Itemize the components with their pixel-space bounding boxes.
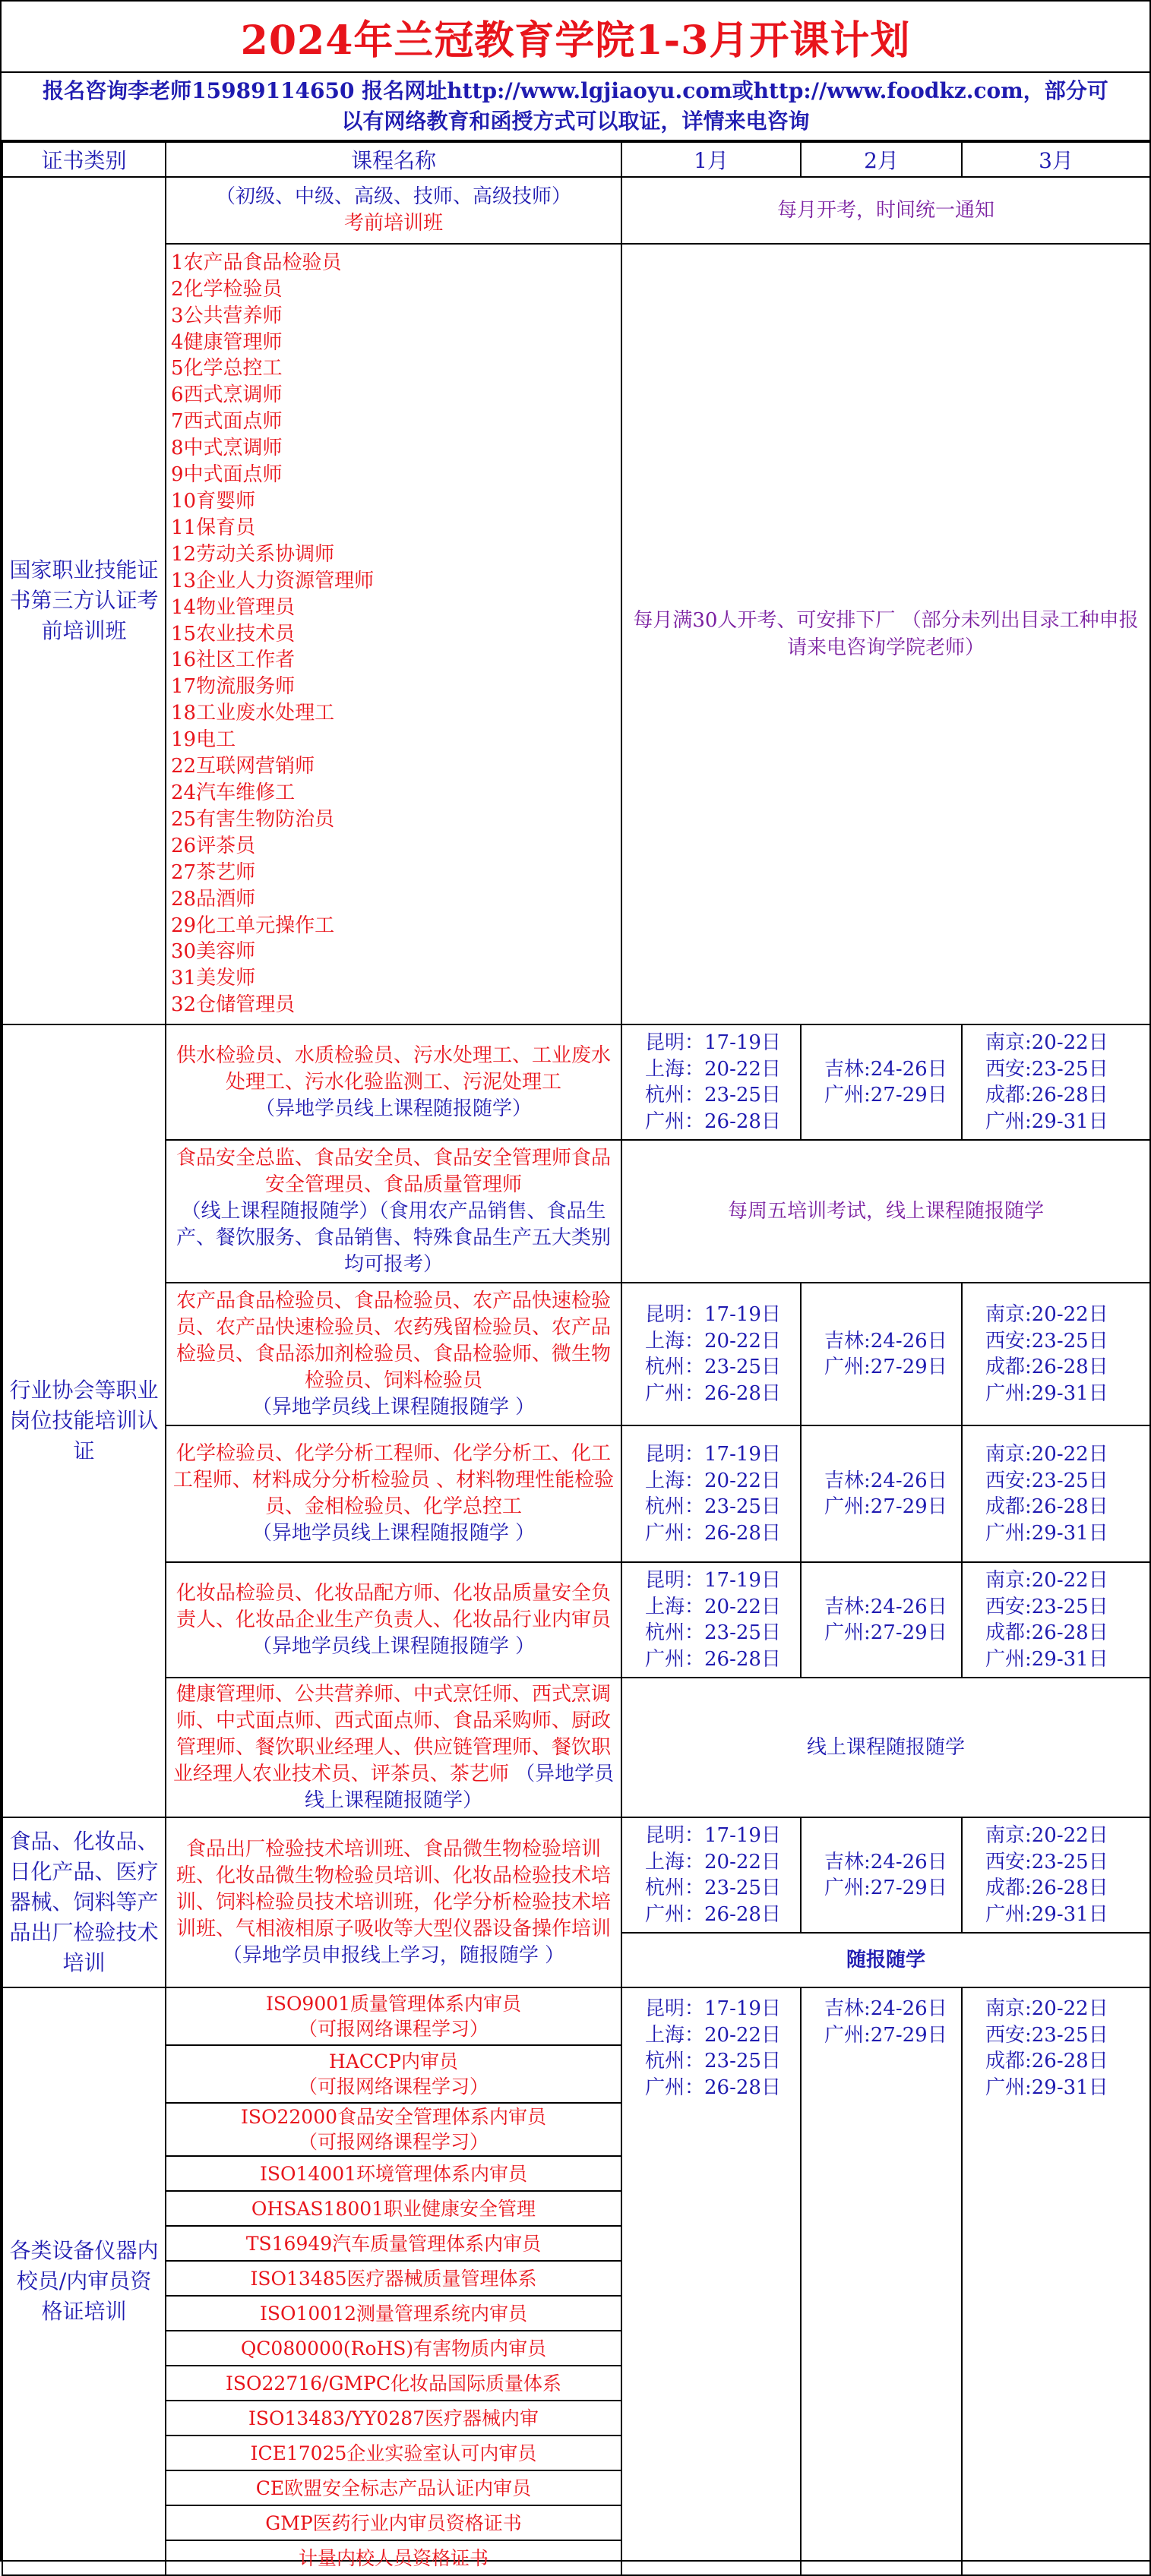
mar-schedule	[962, 1425, 1150, 1562]
schedule-entry: 上海：20-22日	[645, 1850, 781, 1874]
schedule-entry: 昆明：17-19日	[645, 1031, 781, 1054]
list-item: 8中式烹调师	[171, 437, 283, 460]
audit-course-row	[166, 2436, 621, 2470]
course-text: 化学检验员、化学分析工程师、化学分析工、化工工程师、材料成分分析检验员 、材料物理性能检验员、金相检验员、化学总控工	[172, 1442, 615, 1518]
audit-course-list	[166, 1987, 621, 2575]
jan-schedule	[621, 1562, 801, 1678]
audit-course	[166, 2401, 621, 2436]
course-note: （异地学员线上课程随报随学 ）	[251, 1395, 536, 1419]
national-exam-row	[2, 177, 1150, 244]
schedule-entry: 吉林:24-26日	[824, 1329, 947, 1353]
schedule-entry: 南京:20-22日	[985, 1569, 1108, 1592]
header-row	[2, 142, 1150, 177]
national-exam-note: 每月开考，时间统一通知	[621, 177, 1150, 244]
audit-course-row	[166, 1988, 621, 2045]
schedule-entry: 成都:26-28日	[985, 2050, 1108, 2072]
audit-course	[166, 2331, 621, 2366]
schedule-entry: 广州：26-28日	[645, 1381, 781, 1405]
audit-course-name: ISO9001质量管理体系内审员	[265, 1993, 522, 2015]
audit-course-name: ISO13485医疗器械质量管理体系	[250, 2267, 537, 2290]
jan-schedule	[621, 1283, 801, 1425]
schedule-entry: 广州:27-29日	[824, 2023, 947, 2047]
schedule-entry: 上海：20-22日	[645, 1329, 781, 1353]
header-feb: 2月	[801, 142, 962, 177]
course-note: （异地学员线上课程随报随学）	[255, 1097, 532, 1120]
list-item: 25有害生物防治员	[171, 807, 335, 831]
course-text: 健康管理师、公共营养师、中式烹饪师、西式烹调师、中式面点师、西式面点师、食品采购师、厨政管理师、餐饮职业经理人、供应链管理师、餐饮职业经理人农业技术员、评茶员、茶艺师	[172, 1682, 611, 1785]
list-item: 17物流服务师	[171, 675, 296, 699]
audit-course	[166, 2226, 621, 2261]
audit-course-name: ISO10012测量管理系统内审员	[259, 2302, 528, 2325]
schedule-entry: 广州:29-31日	[985, 1110, 1108, 1133]
schedule-entry: 昆明：17-19日	[645, 1824, 781, 1847]
course-text: 食品出厂检验技术培训班、食品微生物检验培训班、化妆品微生物检验员培训、化妆品检验技术培训、饲料检验员技术培训班，化学分析检验技术培训班、气相液相原子吸收等大型仪器设备操作培训	[175, 1837, 611, 1940]
schedule-entry: 南京:20-22日	[985, 1031, 1108, 1054]
list-item: 26评茶员	[171, 834, 256, 857]
schedule-entry: 西安:23-25日	[985, 1469, 1108, 1492]
feb-schedule	[801, 1562, 962, 1678]
schedule-entry: 南京:20-22日	[985, 1303, 1108, 1326]
course-text: 化妆品检验员、化妆品配方师、化妆品质量安全负责人、化妆品企业生产负责人、化妆品行业内审员	[175, 1581, 611, 1631]
schedule-entry: 西安:23-25日	[985, 1329, 1108, 1353]
audit-course	[166, 2470, 621, 2505]
schedule-entry: 成都:26-28日	[985, 1877, 1108, 1899]
national-list-note: 每月满30人开考、可安排下厂 （部分未列出目录工种申报请来电咨询学院老师）	[621, 244, 1150, 1024]
schedule-entry: 广州:27-29日	[824, 1084, 947, 1106]
association-course-5	[166, 1562, 621, 1678]
audit-course-name: OHSAS18001职业健康安全管理	[251, 2197, 536, 2220]
schedule-entry: 上海：20-22日	[645, 1595, 781, 1618]
audit-course-row	[166, 2103, 621, 2156]
list-item: 18工业废水处理工	[171, 702, 335, 725]
schedule-entry: 广州：26-28日	[645, 1647, 781, 1671]
list-item: 29化工单元操作工	[171, 914, 335, 937]
course-text: 农产品食品检验员、食品检验员、农产品快速检验员、农产品快速检验员、农药残留检验员、农产品检验员、食品添加剂检验员、食品检验师、微生物检验员、饲料检验员	[175, 1289, 611, 1392]
list-item: 22互联网营销师	[171, 755, 315, 778]
schedule-entry: 广州:27-29日	[824, 1495, 947, 1518]
audit-course-name: ISO14001环境管理体系内审员	[259, 2162, 528, 2185]
list-item: 19电工	[171, 728, 236, 752]
audit-course	[166, 2156, 621, 2191]
schedule-entry: 杭州：23-25日	[645, 1495, 781, 1518]
list-item: 13企业人力资源管理师	[171, 569, 375, 592]
schedule-entry: 成都:26-28日	[985, 1621, 1108, 1644]
schedule-entry: 广州:27-29日	[824, 1877, 947, 1899]
list-item: 24汽车维修工	[171, 781, 296, 804]
schedule-entry: 杭州：23-25日	[645, 2050, 781, 2072]
audit-course	[166, 2191, 621, 2226]
schedule-entry: 昆明：17-19日	[645, 1997, 781, 2020]
schedule-entry: 西安:23-25日	[985, 1595, 1108, 1618]
schedule-entry: 吉林:24-26日	[824, 1997, 947, 2020]
audit-course-name: TS16949汽车质量管理体系内审员	[245, 2232, 542, 2255]
audit-course	[166, 2261, 621, 2296]
association-course-6	[166, 1678, 621, 1817]
schedule-entry: 广州:29-31日	[985, 1647, 1108, 1671]
enrollment-notice	[2, 73, 1149, 141]
course-schedule-table	[2, 141, 1151, 2576]
audit-course	[166, 2366, 621, 2401]
schedule-entry: 南京:20-22日	[985, 1997, 1108, 2020]
audit-course-row	[166, 2296, 621, 2331]
schedule-entry: 广州:29-31日	[985, 2076, 1108, 2099]
audit-course	[166, 2505, 621, 2540]
category-association: 行业协会等职业岗位技能培训认证	[2, 1024, 166, 1817]
audit-course-name: ISO22716/GMPC化妆品国际质量体系	[226, 2372, 561, 2394]
feb-schedule	[801, 1987, 962, 2575]
mar-schedule	[962, 1283, 1150, 1425]
audit-course-row	[166, 2191, 621, 2226]
course-note: （线上课程随报随学）（食用农产品销售、食品生产、餐饮服务、食品销售、特殊食品生产五大类别均可报考）	[175, 1199, 611, 1276]
audit-course	[166, 2436, 621, 2470]
list-item: 16社区工作者	[171, 649, 296, 672]
audit-course-name: GMP医药行业内审员资格证书	[265, 2511, 522, 2534]
schedule-entry: 昆明：17-19日	[645, 1303, 781, 1326]
list-item: 10育婴师	[171, 490, 256, 513]
jan-schedule	[621, 1987, 801, 2575]
schedule-entry: 上海：20-22日	[645, 1469, 781, 1492]
schedule-entry: 广州：26-28日	[645, 1521, 781, 1545]
schedule-entry: 上海：20-22日	[645, 2023, 781, 2047]
audit-course-row	[166, 2366, 621, 2401]
list-item: 12劳动关系协调师	[171, 542, 335, 566]
notice-line-1: 报名咨询李老师15989114650 报名网址http://www.lgjiaoyu.com或http://www.foodkz.com，部分可	[43, 78, 1108, 103]
audit-course-name: HACCP内审员	[329, 2050, 458, 2072]
inspection-course	[166, 1817, 621, 1987]
schedule-entry: 杭州：23-25日	[645, 1621, 781, 1644]
list-item: 4健康管理师	[171, 330, 283, 354]
schedule-entry: 杭州：23-25日	[645, 1356, 781, 1378]
schedule-entry: 成都:26-28日	[985, 1356, 1108, 1378]
audit-course-row	[166, 2540, 621, 2574]
schedule-entry: 广州：26-28日	[645, 1902, 781, 1926]
schedule-entry: 成都:26-28日	[985, 1495, 1108, 1518]
mar-schedule	[962, 1562, 1150, 1678]
inspection-row	[2, 1817, 1150, 1933]
schedule-entry: 西安:23-25日	[985, 2023, 1108, 2047]
schedule-entry: 上海：20-22日	[645, 1057, 781, 1081]
mar-schedule	[962, 1987, 1150, 2575]
schedule-entry: 广州:29-31日	[985, 1902, 1108, 1926]
feb-schedule	[801, 1024, 962, 1140]
audit-course-row	[166, 2156, 621, 2191]
association-row-5	[2, 1562, 1150, 1678]
notice-line-2: 以有网络教育和函授方式可以取证，详情来电咨询	[341, 109, 810, 134]
national-course-list	[166, 244, 621, 1024]
mar-schedule	[962, 1817, 1150, 1933]
header-course: 课程名称	[166, 142, 621, 177]
schedule-entry: 成都:26-28日	[985, 1084, 1108, 1106]
association-span-2: 每周五培训考试，线上课程随报随学	[621, 1140, 1150, 1283]
feb-schedule	[801, 1425, 962, 1562]
schedule-entry: 南京:20-22日	[985, 1443, 1108, 1466]
list-item: 3公共营养师	[171, 304, 283, 327]
jan-schedule	[621, 1024, 801, 1140]
audit-course-name: QC080000(RoHS)有害物质内审员	[240, 2337, 547, 2360]
audit-course-note: （可报网络课程学习）	[298, 2018, 489, 2040]
list-item: 31美发师	[171, 967, 256, 990]
association-course-2	[166, 1140, 621, 1283]
schedule-entry: 广州:27-29日	[824, 1621, 947, 1644]
audit-course-row	[166, 2505, 621, 2540]
list-item: 32仓储管理员	[171, 993, 296, 1017]
schedule-entry: 昆明：17-19日	[645, 1443, 781, 1466]
schedule-entry: 广州:29-31日	[985, 1381, 1108, 1405]
list-item: 30美容师	[171, 940, 256, 964]
schedule-entry: 西安:23-25日	[985, 1850, 1108, 1874]
schedule-entry: 昆明：17-19日	[645, 1569, 781, 1592]
course-note: （异地学员线上课程随报随学 ）	[251, 1522, 536, 1545]
category-inspection: 食品、化妆品、日化产品、医疗器械、饲料等产品出厂检验技术培训	[2, 1817, 166, 1987]
schedule-entry: 杭州：23-25日	[645, 1877, 781, 1899]
mar-schedule	[962, 1024, 1150, 1140]
exam-class: 考前培训班	[343, 212, 443, 235]
schedule-entry: 吉林:24-26日	[824, 1595, 947, 1618]
schedule-entry: 广州：26-28日	[645, 1110, 781, 1133]
association-course-4	[166, 1425, 621, 1562]
audit-course-note: （可报网络课程学习）	[298, 2131, 489, 2153]
jan-schedule	[621, 1425, 801, 1562]
audit-course	[166, 2296, 621, 2331]
association-course-3	[166, 1283, 621, 1425]
list-item: 7西式面点师	[171, 410, 283, 434]
header-mar: 3月	[962, 142, 1150, 177]
schedule-entry: 吉林:24-26日	[824, 1057, 947, 1081]
page-title: 2024年兰冠教育学院1-3月开课计划	[2, 2, 1149, 73]
header-category: 证书类别	[2, 142, 166, 177]
association-row-4	[2, 1425, 1150, 1562]
header-jan: 1月	[621, 142, 801, 177]
list-item: 11保育员	[171, 516, 256, 539]
audit-course-row	[166, 2470, 621, 2505]
audit-course-row	[166, 2261, 621, 2296]
audit-course	[166, 2045, 621, 2103]
audit-course-name: ISO22000食品安全管理体系内审员	[240, 2106, 547, 2128]
list-item: 14物业管理员	[171, 595, 296, 619]
list-item: 2化学检验员	[171, 277, 283, 301]
schedule-entry: 广州:29-31日	[985, 1521, 1108, 1545]
national-exam-course	[166, 177, 621, 244]
association-course-1	[166, 1024, 621, 1140]
audit-course-table	[166, 1988, 621, 2574]
category-national: 国家职业技能证书第三方认证考前培训班	[2, 177, 166, 1024]
course-note: （异地学员申报线上学习，随报随学 ）	[222, 1943, 565, 1967]
list-item: 15农业技术员	[171, 622, 296, 646]
audit-course-row	[166, 2226, 621, 2261]
audit-course-name: CE欧盟安全标志产品认证内审员	[255, 2477, 532, 2499]
audit-course-name: ISO13483/YY0287医疗器械内审	[248, 2407, 539, 2429]
list-item: 28品酒师	[171, 887, 256, 911]
jan-schedule	[621, 1817, 801, 1933]
schedule-entry: 广州:27-29日	[824, 1356, 947, 1378]
course-text: 供水检验员、水质检验员、污水处理工、工业废水处理工、污水化验监测工、污泥处理工	[175, 1043, 611, 1094]
exam-levels: （初级、中级、高级、技师、高级技师）	[215, 185, 571, 208]
audit-course	[166, 1988, 621, 2045]
schedule-entry: 南京:20-22日	[985, 1824, 1108, 1847]
schedule-entry: 吉林:24-26日	[824, 1850, 947, 1874]
audit-row	[2, 1987, 1150, 2575]
association-row-3	[2, 1283, 1150, 1425]
audit-course	[166, 2103, 621, 2156]
audit-course-row	[166, 2045, 621, 2103]
audit-course-name: 计量内校人员资格证书	[298, 2546, 489, 2569]
list-item: 27茶艺师	[171, 860, 256, 884]
schedule-entry: 吉林:24-26日	[824, 1469, 947, 1492]
audit-course-row	[166, 2401, 621, 2436]
list-item: 1农产品食品检验员	[171, 251, 342, 274]
association-span-6: 线上课程随报随学	[621, 1678, 1150, 1817]
list-item: 5化学总控工	[171, 357, 283, 380]
audit-course-note: （可报网络课程学习）	[298, 2076, 489, 2098]
schedule-entry: 西安:23-25日	[985, 1057, 1108, 1081]
category-audit: 各类设备仪器内校员/内审员资格证培训	[2, 1987, 166, 2575]
audit-course-name: ICE17025企业实验室认可内审员	[250, 2442, 537, 2464]
course-note: （异地学员线上课程随报随学）	[304, 1762, 615, 1812]
list-item: 9中式面点师	[171, 463, 283, 487]
association-row-6	[2, 1678, 1150, 1817]
national-list-row	[2, 244, 1150, 1024]
feb-schedule	[801, 1817, 962, 1933]
schedule-entry: 广州：26-28日	[645, 2076, 781, 2099]
association-row-1	[2, 1024, 1150, 1140]
feb-schedule	[801, 1283, 962, 1425]
list-item: 6西式烹调师	[171, 384, 283, 407]
association-row-2	[2, 1140, 1150, 1283]
schedule-entry: 杭州：23-25日	[645, 1084, 781, 1106]
inspection-span: 随报随学	[621, 1933, 1150, 1987]
course-note: （异地学员线上课程随报随学 ）	[251, 1634, 536, 1658]
audit-course-row	[166, 2331, 621, 2366]
course-text: 食品安全总监、食品安全员、食品安全管理师食品安全管理员、食品质量管理师	[175, 1146, 611, 1196]
audit-course	[166, 2540, 621, 2574]
